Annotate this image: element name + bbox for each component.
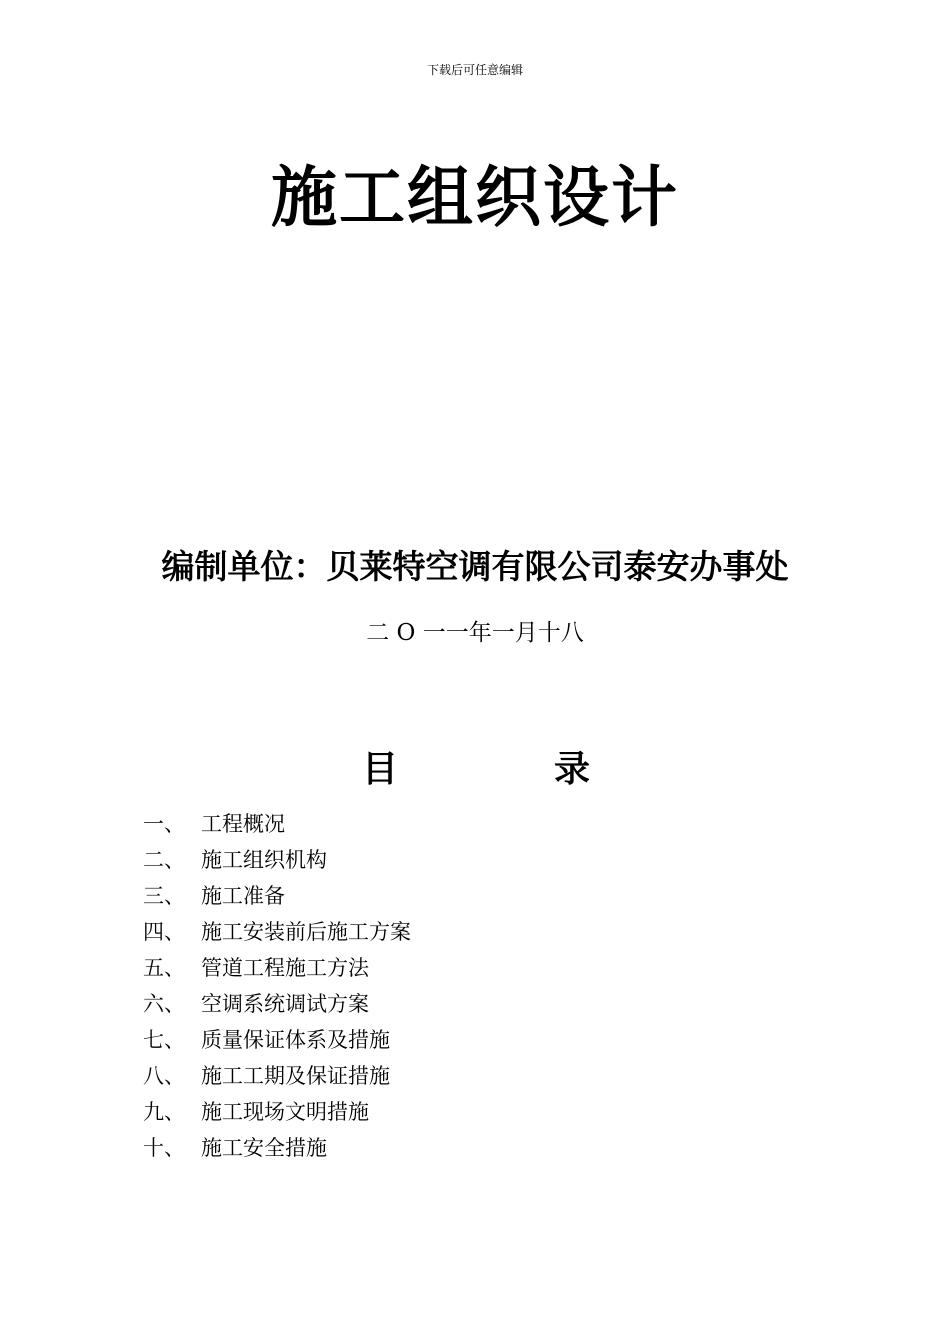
toc-item [143,1022,411,1058]
organization-line: 编制单位：贝莱特空调有限公司泰安办事处 [161,547,789,586]
toc-item-text: 空调系统调试方案 [201,992,369,1016]
toc-item-text: 施工现场文明措施 [201,1100,369,1124]
toc-item-number: 五、 [143,956,185,980]
toc-item-text: 施工准备 [201,884,285,908]
toc-item-text: 管道工程施工方法 [201,956,369,980]
toc-item [143,950,411,986]
toc-title-char-2: 录 [554,749,591,790]
toc-item-text: 施工安全措施 [201,1136,327,1160]
toc-item [143,806,411,842]
toc-item-number: 四、 [143,920,185,944]
toc-item-text: 施工工期及保证措施 [201,1064,390,1088]
toc-item-number: 六、 [143,992,185,1016]
toc-item [143,1094,411,1130]
toc-item-text: 工程概况 [201,812,285,836]
toc-item [143,878,411,914]
header-note: 下载后可任意编辑 [426,63,523,77]
date-line: 二 O 一一年一月十八 [366,620,584,646]
toc-item [143,842,411,878]
toc-item-number: 十、 [143,1136,185,1160]
toc-item-text: 施工安装前后施工方案 [201,920,411,944]
document-title: 施工组织设计 [271,159,679,236]
toc-item-number: 八、 [143,1064,185,1088]
toc-item-text: 质量保证体系及措施 [201,1028,390,1052]
toc-item [143,914,411,950]
toc-title [0,746,950,796]
toc-item [143,1130,411,1166]
toc-item-number: 九、 [143,1100,185,1124]
toc-item [143,986,411,1022]
toc-item-number: 七、 [143,1028,185,1052]
toc-item-number: 一、 [143,812,185,836]
toc-item-number: 二、 [143,848,185,872]
toc-item-text: 施工组织机构 [201,848,327,872]
toc-title-char-1: 目 [362,749,399,790]
toc-item-number: 三、 [143,884,185,908]
toc-item [143,1058,411,1094]
toc-list [143,806,411,1166]
